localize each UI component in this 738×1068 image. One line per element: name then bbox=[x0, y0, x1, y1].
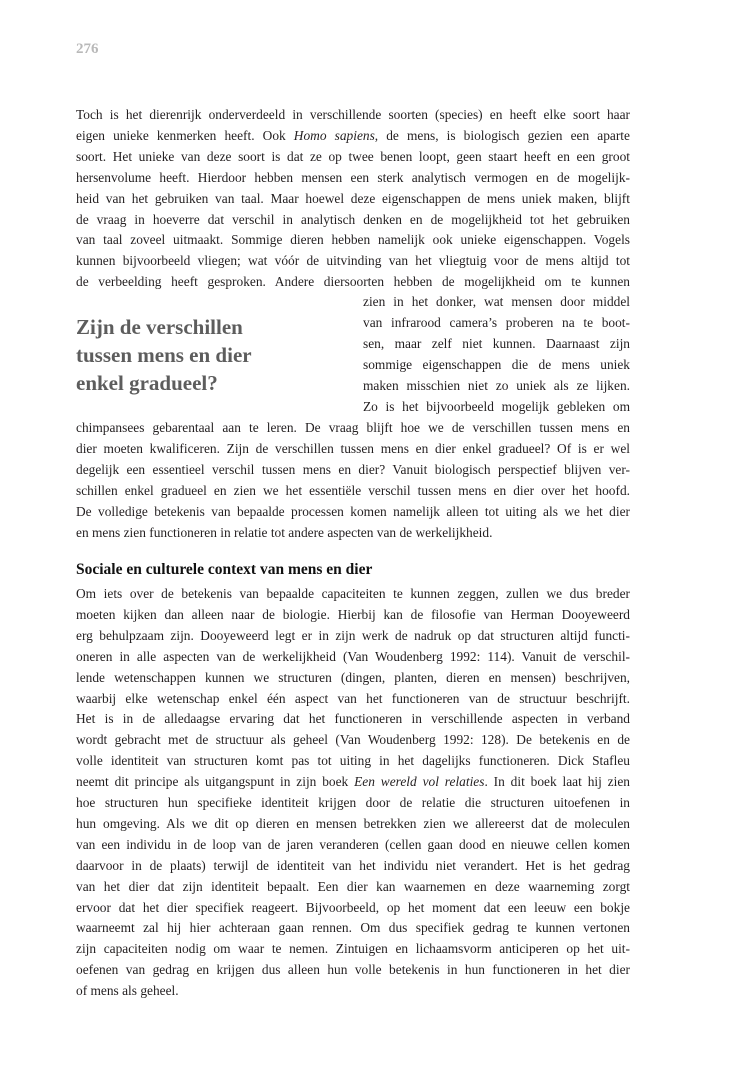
text-line bbox=[76, 980, 630, 1001]
text-span: zien in het donker, wat mensen door middel bbox=[363, 294, 630, 309]
text-span: van infrarood camera’s proberen na te boot- bbox=[363, 314, 630, 330]
text-span: sen, maar zelf niet kunnen. Daarnaast zijn bbox=[363, 335, 630, 351]
text-span: lende wetenschappen kunnen we structuren (dingen, planten, dieren en mensen) beschrijven, bbox=[76, 669, 630, 685]
text-line bbox=[76, 688, 630, 709]
text-span: en mens zien functioneren in relatie tot andere aspecten van de werkelijkheid. bbox=[76, 524, 493, 540]
text-span: chimpansees gebarentaal aan te leren. De vraag blijft hoe we de verschillen tussen mens en bbox=[76, 420, 630, 435]
text-span: moeten kijken dan alleen naar de biologie. Hierbij kan de filosofie van Herman Dooyeweerd bbox=[76, 606, 630, 622]
pull-quote-line: tussen mens en dier bbox=[76, 343, 252, 367]
text-span: sommige eigenschappen die de mens uniek bbox=[363, 356, 630, 372]
text-span: maken misschien niet zo uniek als ze lijken. bbox=[363, 377, 630, 393]
text-span: de verbeelding heeft gesproken. Andere diersoorten hebben de mogelijkheid om te kunnen bbox=[76, 274, 630, 290]
text-line bbox=[76, 438, 630, 459]
text-span: degelijk een essentieel verschil tussen mens en dier? Vanuit biologisch perspectief blijven ver- bbox=[76, 461, 630, 477]
italic-text: Homo sapiens bbox=[293, 127, 375, 143]
text-span: volle identiteit van structuren komt pas tot uiting in het dagelijks functioneren. Dick Stafleu bbox=[76, 753, 630, 769]
text-span: eigen unieke kenmerken heeft. Ook bbox=[76, 127, 294, 143]
text-line bbox=[76, 813, 630, 834]
text-span: Om iets over de betekenis van bepaalde capaciteiten te kunnen zeggen, zullen we dus breder bbox=[76, 586, 630, 601]
text-line bbox=[76, 729, 630, 750]
text-span: hoe structuren hun specifieke identiteit krijgen door de relatie die structuren uitoefenen in bbox=[76, 795, 630, 810]
text-line bbox=[76, 897, 630, 918]
pull-quote-line: enkel gradueel? bbox=[76, 371, 218, 395]
text-span: De volledige betekenis van bepaalde processen komen namelijk alleen tot uiting als we het dier bbox=[76, 503, 630, 519]
text-line bbox=[76, 167, 630, 188]
text-span: Het is in de alledaagse ervaring dat het functioneren in verschillende aspecten in verband bbox=[76, 711, 630, 727]
text-span: wordt gebracht met de structuur als geheel (Van Woudenberg 1992: 128). De betekenis en de bbox=[76, 732, 630, 748]
text-span: waarneemt zal hij hier achteraan gaan rennen. Om dus specifiek gedrag te kunnen vertonen bbox=[76, 920, 630, 936]
text-span: de vraag in hoeverre dat verschil in analytisch denken en de mogelijkheid tot het gebruiken bbox=[76, 211, 630, 227]
text-line bbox=[76, 480, 630, 501]
text-line bbox=[76, 667, 630, 688]
text-line bbox=[76, 938, 630, 959]
text-span: daarvoor in de plaats) terwijl de identiteit van het individu niet verandert. Het is het gedrag bbox=[76, 857, 630, 873]
page-number: 276 bbox=[76, 41, 99, 57]
text-line bbox=[363, 333, 630, 354]
text-span: zijn capaciteiten nodig om waar te nemen. Zintuigen en lichaamsvorm anticiperen op het uit- bbox=[76, 941, 630, 957]
text-line bbox=[363, 375, 630, 396]
text-line bbox=[76, 917, 630, 938]
text-line bbox=[363, 291, 630, 312]
text-span: hersenvolume heeft. Hierdoor hebben mensen een sterk analytisch vermogen en de mogelijk- bbox=[76, 169, 630, 185]
text-line bbox=[76, 104, 630, 125]
text-span: neemt dit principe als uitgangspunt in zijn boek bbox=[76, 774, 355, 790]
text-line bbox=[76, 188, 630, 209]
text-span: dier moeten kwalificeren. Zijn de verschillen tussen mens en dier enkel gradueel? Of is er wel bbox=[76, 440, 630, 456]
text-span: schillen enkel gradueel en zien we het essentiële verschil tussen mens en dier over het hoofd. bbox=[76, 482, 630, 498]
text-span: . In dit boek laat hij zien bbox=[484, 774, 630, 790]
text-span: heid van het gebruiken van taal. Maar hoewel deze eigenschappen de mens uniek maken, blijft bbox=[76, 190, 630, 206]
text-span: oneren in alle aspecten van de werkelijkheid (Van Woudenberg 1992: 114). Vanuit de verschil- bbox=[76, 648, 630, 664]
text-span: van een individu in de loop van de jaren veranderen (cellen gaan dood en nieuwe cellen komen bbox=[76, 836, 630, 852]
text-line bbox=[76, 646, 630, 667]
text-span: Zo is het bijvoorbeeld mogelijk gebleken om bbox=[363, 398, 630, 414]
text-span: soort. Het unieke van deze soort is dat ze op twee benen loopt, geen staart heeft en een groot bbox=[76, 148, 630, 164]
text-line bbox=[76, 959, 630, 980]
text-line bbox=[76, 771, 630, 792]
pull-quote-line: Zijn de verschillen bbox=[76, 315, 243, 339]
text-line bbox=[76, 750, 630, 771]
text-line bbox=[363, 354, 630, 375]
italic-text: Een wereld vol relaties bbox=[354, 774, 485, 790]
text-span: waarbij elke wetenschap enkel één aspect van het functioneren van de structuur beschrijft. bbox=[76, 690, 630, 706]
text-line bbox=[76, 459, 630, 480]
text-line bbox=[76, 834, 630, 855]
section-heading: Sociale en culturele context van mens en dier bbox=[76, 561, 373, 578]
text-span: erg behulpzaam zijn. Dooyeweerd legt er in zijn werk de nadruk op dat structuren altijd functi- bbox=[76, 627, 630, 643]
text-span: Toch is het dierenrijk onderverdeeld in verschillende soorten (species) en heeft elke soort haar bbox=[76, 107, 630, 122]
text-line bbox=[76, 146, 630, 167]
text-span: ervoor dat het dier specifiek reageert. Bijvoorbeeld, op het moment dat een leeuw een bokje bbox=[76, 899, 630, 915]
text-line bbox=[76, 229, 630, 250]
text-line bbox=[76, 271, 630, 292]
text-line bbox=[76, 209, 630, 230]
text-line bbox=[76, 417, 630, 438]
text-line bbox=[76, 250, 630, 271]
text-span: hun omgeving. Als we dit op dieren en mensen betrekken zien we allereerst dat de moleculen bbox=[76, 815, 630, 831]
text-span: van taal zoveel uitmaakt. Sommige dieren hebben namelijk ook unieke eigenschappen. Vogels bbox=[76, 232, 630, 248]
text-line bbox=[76, 876, 630, 897]
text-line bbox=[76, 708, 630, 729]
text-line bbox=[76, 792, 630, 813]
text-line bbox=[76, 125, 630, 146]
text-span: of mens als geheel. bbox=[76, 983, 179, 999]
text-span: van het dier dat zijn identiteit bepaalt. Een dier kan waarnemen en deze waarneming zorgt bbox=[76, 878, 630, 894]
text-line bbox=[363, 396, 630, 417]
text-span: kunnen bijvoorbeeld vliegen; wat vóór de uitvinding van het vliegtuig voor de mens altijd tot bbox=[76, 253, 630, 269]
text-line bbox=[76, 501, 630, 522]
text-line bbox=[76, 604, 630, 625]
text-line bbox=[76, 583, 630, 604]
text-line bbox=[76, 522, 630, 543]
text-span: , de mens, is biologisch gezien een aparte bbox=[374, 127, 630, 143]
text-line bbox=[363, 312, 630, 333]
text-line bbox=[76, 625, 630, 646]
text-line bbox=[76, 855, 630, 876]
text-span: oefenen van gedrag en krijgen dus alleen hun volle betekenis in hun functioneren in het dier bbox=[76, 962, 630, 978]
